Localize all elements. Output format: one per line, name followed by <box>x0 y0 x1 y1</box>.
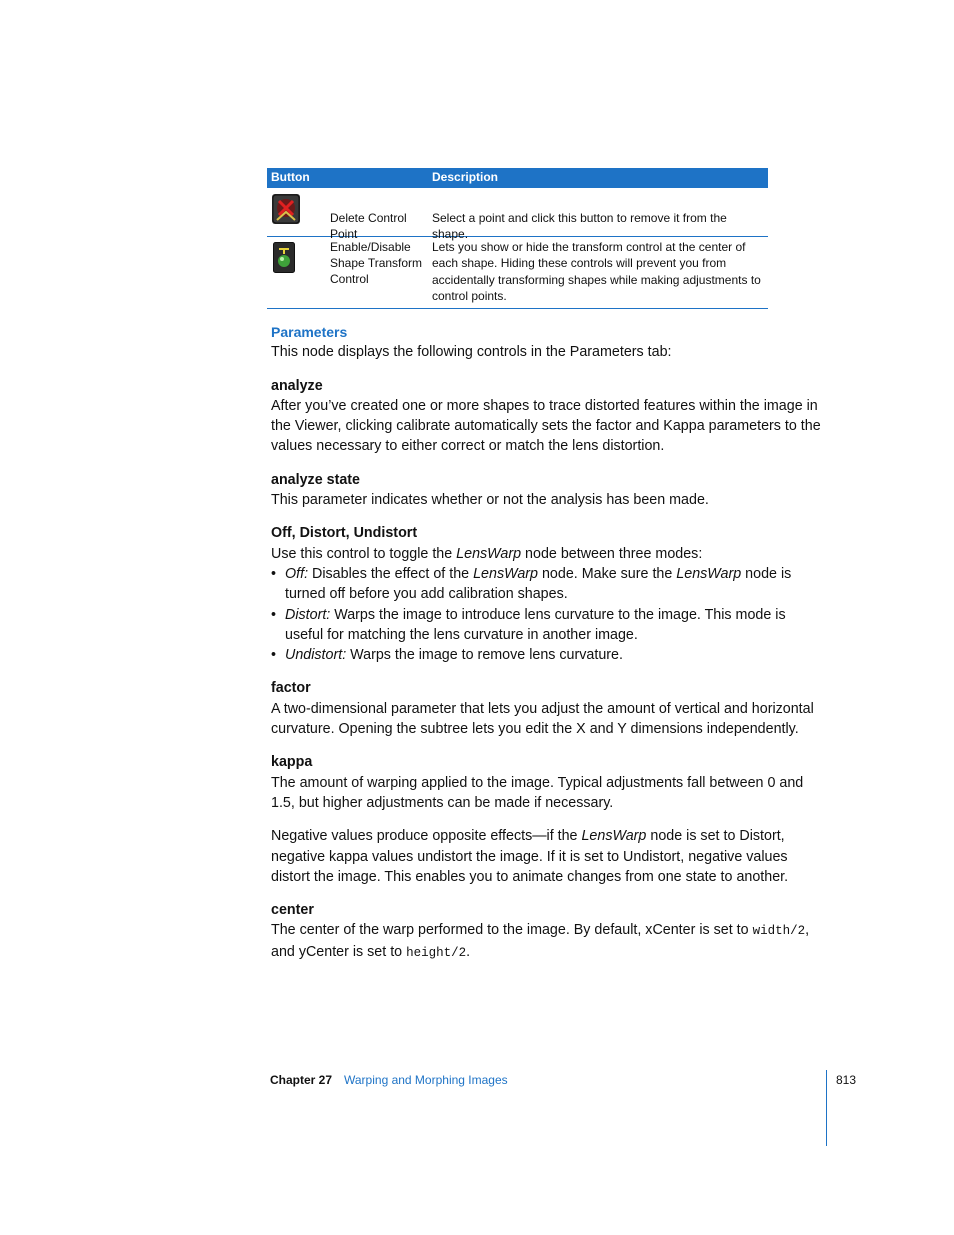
param-body-analyze-state: This parameter indicates whether or not the analysis has been made. <box>271 492 709 509</box>
param-title-modes: Off, Distort, Undistort <box>271 525 418 542</box>
param-title-analyze: analyze <box>271 377 323 394</box>
row-description: Select a point and click this button to remove it from the shape. <box>432 211 727 242</box>
row-name: Enable/Disable Shape Transform Control <box>330 240 423 286</box>
table-row <box>267 237 768 309</box>
table-row <box>267 188 768 242</box>
param-body-analyze: After you’ve created one or more shapes to trace distorted features within the image in the Viewer, clicking calibrate automatically sets the factor and Kappa parameters to the values necessary to either correct or match the lens distortion. <box>271 397 821 455</box>
param-body-kappa: The amount of warping applied to the image. Typical adjustments fall between 0 and 1.5, but higher adjustments can be made if necessary. <box>271 774 804 811</box>
param-title-kappa: kappa <box>271 754 313 771</box>
footer-divider <box>826 1070 827 1146</box>
page-number: 813 <box>836 1073 857 1087</box>
shape-transform-control-icon <box>273 242 295 273</box>
param-body-modes: Use this control to toggle the LensWarp node between three modes: <box>271 545 703 562</box>
footer-chapter-title: Warping and Morphing Images <box>344 1073 508 1087</box>
header-button: Button <box>271 170 310 184</box>
param-title-analyze-state: analyze state <box>271 471 361 488</box>
section-title: Parameters <box>271 324 348 340</box>
list-item: • Undistort: Warps the image to remove lens curvature. <box>271 645 827 665</box>
section-intro: This node displays the following controls in the Parameters tab: <box>271 344 672 361</box>
param-body-kappa-2: Negative values produce opposite effects—if the LensWarp node is set to Distort, negative kappa values undistort the image. If it is set to Undistort, negative values distort the image. This enables you to animate changes from one state to another. <box>271 828 789 885</box>
param-body-factor: A two-dimensional parameter that lets you adjust the amount of vertical and horizontal curvature. Opening the subtree lets you edit the X and Y dimensions independently. <box>271 700 814 738</box>
footer-chapter: Chapter 27 <box>270 1073 333 1087</box>
main-content <box>271 322 827 963</box>
mode-list <box>271 564 827 665</box>
row-name: Delete Control Point <box>330 211 407 241</box>
param-title-center: center <box>271 902 314 919</box>
button-table <box>267 168 768 309</box>
row-description: Lets you show or hide the transform control at the center of each shape. Hiding these controls will prevent you from accidentally transforming shapes while making adjustments to control points. <box>432 240 761 303</box>
header-description: Description <box>432 170 499 184</box>
delete-control-point-icon <box>272 194 300 224</box>
list-item: • Off: Disables the effect of the LensWarp node. Make sure the LensWarp node is turned off before you add calibration shapes. <box>271 564 827 605</box>
list-item: • Distort: Warps the image to introduce lens curvature to the image. This mode is useful for matching the lens curvature in another image. <box>271 605 827 646</box>
table-header <box>267 168 768 188</box>
param-body-center: The center of the warp performed to the image. By default, xCenter is set to width/2, and yCenter is set to height/2. <box>271 922 810 960</box>
param-title-factor: factor <box>271 680 311 697</box>
